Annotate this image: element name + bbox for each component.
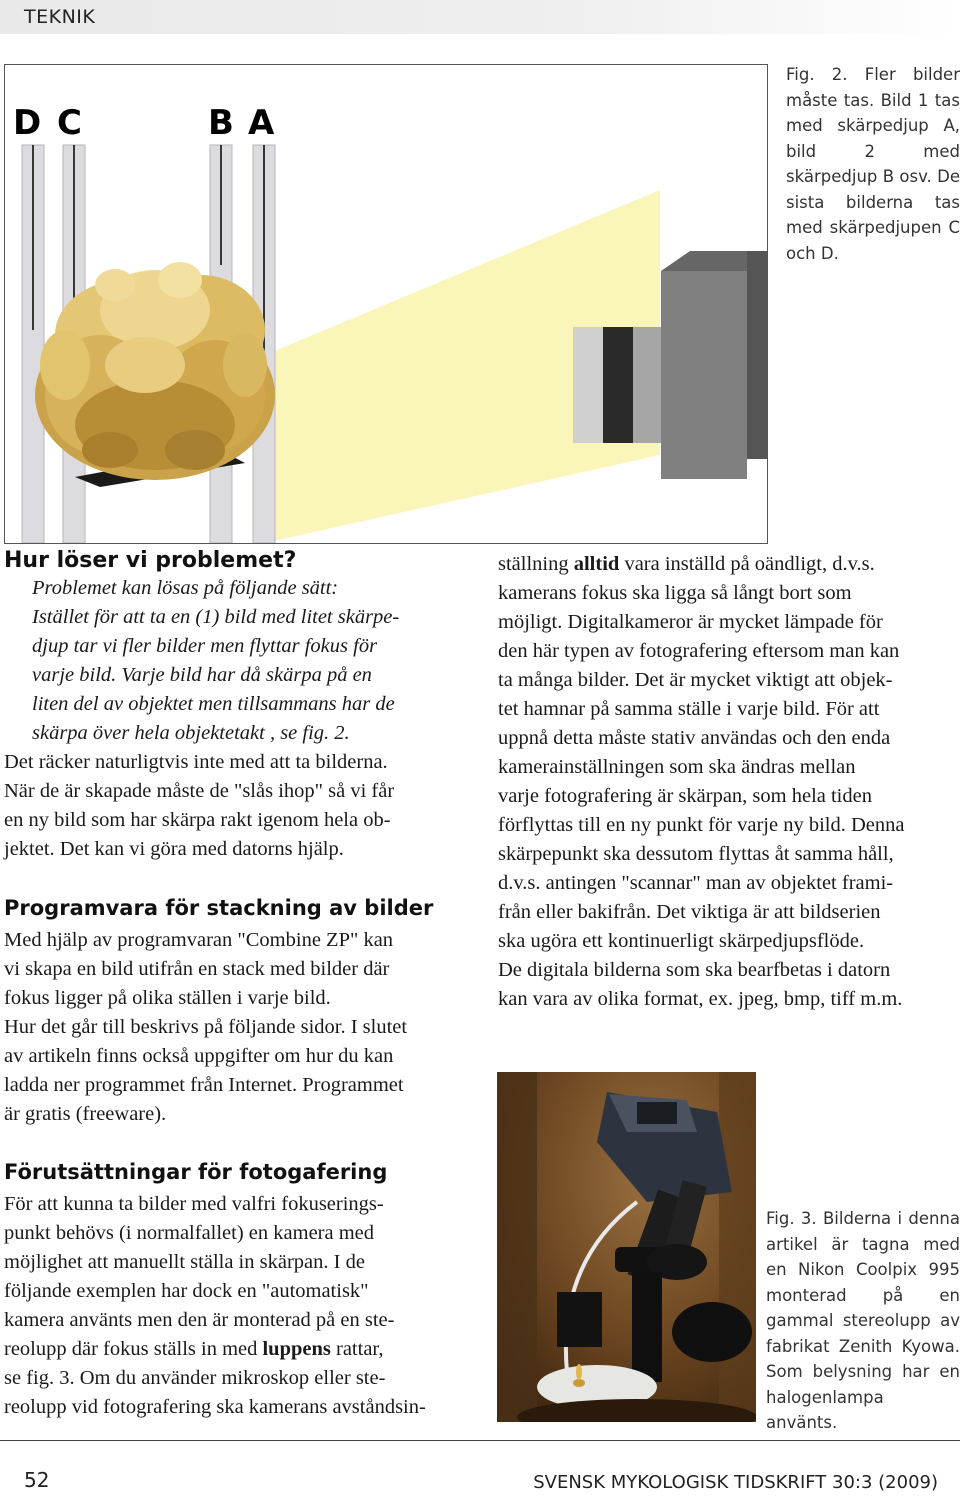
para4-line: kamera använts men den är monterad på en ste- <box>4 1309 395 1331</box>
label-d: D <box>13 103 42 143</box>
para3-line: vi skapa en bild utifrån en stack med bilder där <box>4 958 390 980</box>
para3-line: Med hjälp av programvaran "Combine ZP" kan <box>4 929 394 951</box>
section-label: TEKNIK <box>24 6 96 28</box>
figure-2-caption: Fig. 2. Fler bilder måste tas. Bild 1 tas med skärpedjup A, bild 2 med skärpedjup B osv. De sista bilderna tas med skärpedjupen C och D. <box>786 65 960 263</box>
para1-line: djup tar vi fler bilder men flyttar fokus för <box>32 635 378 657</box>
right-line: De digitala bilderna som ska bearfbetas i datorn <box>498 959 891 981</box>
right-line: uppnå detta måste stativ användas och den enda <box>498 727 891 749</box>
label-c: C <box>57 103 82 143</box>
para4-line: punkt behövs (i normalfallet) en kamera med <box>4 1222 375 1244</box>
lens-dark-ring <box>603 327 633 443</box>
heading-prerequisites: Förutsättningar för fotogafering <box>4 1160 388 1184</box>
right-line: varje fotografering är skärpan, som hela tiden <box>498 785 872 807</box>
lens-grey-ring <box>633 327 661 443</box>
right-line: tet hamnar på samma ställe i varje bild. För att <box>498 698 880 720</box>
right-line: ska ugöra ett kontinuerligt skärpedjupsflöde. <box>498 930 865 952</box>
para3-line: är gratis (freeware). <box>4 1103 167 1125</box>
para1-line: skärpa över hela objektetakt , se fig. 2. <box>32 722 350 744</box>
heading-problem: Hur löser vi problemet? <box>4 548 297 573</box>
right-line: från eller bakifrån. Det viktiga är att bildserien <box>498 901 881 923</box>
para4-text: rattar, <box>336 1338 384 1360</box>
label-b: B <box>208 103 234 143</box>
para2-line: en ny bild som har skärpa rakt igenom hela ob- <box>4 809 391 831</box>
journal-title: SVENSK MYKOLOGISK TIDSKRIFT 30:3 (2009) <box>533 1472 938 1493</box>
section-header-bar <box>0 0 960 34</box>
para1-line: varje bild. Varje bild har då skärpa på en <box>32 664 372 686</box>
right-line: skärpepunkt ska dessutom flyttas åt samma håll, <box>498 843 894 865</box>
right-bold-word: alltid <box>573 553 620 575</box>
para2-line: jektet. Det kan vi göra med datorns hjälp. <box>4 838 344 860</box>
right-line <box>498 553 875 576</box>
figure-3-photo <box>497 1072 756 1422</box>
para4-line: följande exemplen har dock en "automatisk" <box>4 1280 369 1302</box>
right-line: den här typen av fotografering eftersom man kan <box>498 640 900 662</box>
para4-line: se fig. 3. Om du använder mikroskop eller ste- <box>4 1367 386 1389</box>
para3-line: Hur det går till beskrivs på följande sidor. I slutet <box>4 1016 408 1038</box>
para3-line: fokus ligger på olika ställen i varje bild. <box>4 987 331 1009</box>
para1-line: liten del av objektet men tillsammans har de <box>32 693 395 715</box>
right-line: kan vara av olika format, ex. jpeg, bmp, tiff m.m. <box>498 988 903 1010</box>
para2-line: När de är skapade måste de "slås ihop" så vi får <box>4 780 395 802</box>
right-line: möjligt. Digitalkameror är mycket lämpade för <box>498 611 883 633</box>
figure-2-diagram <box>4 64 768 544</box>
para4-text: reolupp där fokus ställs in med <box>4 1338 258 1360</box>
right-line: kamerans fokus ska ligga så långt bort som <box>498 582 852 604</box>
para4-line: reolupp vid fotografering ska kamerans avståndsin- <box>4 1396 426 1418</box>
para4-bold-word: luppens <box>262 1338 331 1360</box>
camera-side-face <box>747 251 767 459</box>
footer-divider <box>0 1440 960 1441</box>
right-line: kamerainställningen som ska ändras mellan <box>498 756 856 778</box>
label-a: A <box>248 103 275 143</box>
right-text: ställning <box>498 553 569 575</box>
para1-line: Istället för att ta en (1) bild med litet skärpe- <box>32 606 400 628</box>
para4-line: För att kunna ta bilder med valfri fokuserings- <box>4 1193 384 1215</box>
para4-line <box>4 1338 384 1361</box>
lens-light-ring <box>573 327 603 443</box>
right-text: vara inställd på oändligt, d.v.s. <box>624 553 875 575</box>
camera-on-stereo-microscope-photo <box>497 1072 756 1422</box>
para3-line: av artikeln finns också uppgifter om hur du kan <box>4 1045 394 1067</box>
figure-3-caption: Fig. 3. Bilderna i denna artikel är tagna med en Nikon Coolpix 995 monterad på en gammal stereolupp av fabrikat Zenith Kyowa. Som belysning har en halogenlampa använts. <box>766 1209 960 1432</box>
focus-stacking-diagram <box>5 65 767 543</box>
camera-body <box>661 271 747 479</box>
right-line: förflyttas till en ny punkt för varje ny bild. Denna <box>498 814 905 836</box>
heading-software: Programvara för stackning av bilder <box>4 896 434 920</box>
right-line: ta många bilder. Det är mycket viktigt att objek- <box>498 669 893 691</box>
para1-line: Problemet kan lösas på följande sätt: <box>32 577 339 599</box>
para4-line: möjlighet att manuellt ställa in skärpan. I de <box>4 1251 365 1273</box>
right-line: d.v.s. antingen "scannar" man av objektet frami- <box>498 872 894 894</box>
page-number: 52 <box>24 1468 50 1492</box>
para2-line: Det räcker naturligtvis inte med att ta bilderna. <box>4 751 388 773</box>
para3-line: ladda ner programmet från Internet. Programmet <box>4 1074 404 1096</box>
